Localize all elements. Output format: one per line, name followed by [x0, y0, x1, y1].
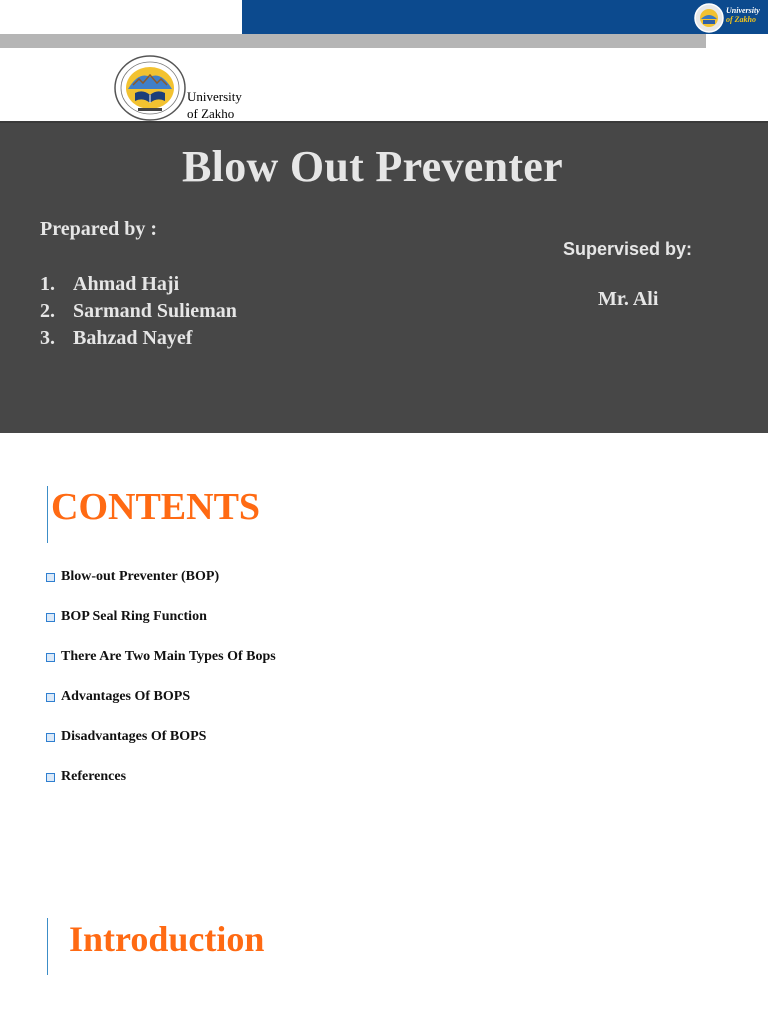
author-name: Sarmand Sulieman: [73, 300, 237, 322]
contents-item: [46, 649, 276, 689]
author-item: [40, 271, 237, 298]
corner-logo-line2: of Zakho: [726, 15, 756, 24]
contents-list: [46, 569, 276, 809]
author-name: Bahzad Nayef: [73, 327, 193, 349]
introduction-title: Introduction: [69, 919, 265, 959]
contents-accent-line: [47, 486, 48, 543]
university-seal-icon: [113, 55, 187, 121]
header-blue-bar: [242, 0, 768, 34]
contents-item-label: BOP Seal Ring Function: [61, 609, 207, 624]
checkbox-bullet-icon: [46, 653, 55, 662]
contents-item-label: Blow-out Preventer (BOP): [61, 569, 220, 584]
title-slide: [0, 0, 768, 433]
author-number: 1.: [40, 273, 55, 295]
university-name-line2: of Zakho: [187, 106, 235, 121]
contents-item: [46, 609, 276, 649]
contents-item-label: There Are Two Main Types Of Bops: [61, 649, 276, 664]
author-number: 3.: [40, 327, 55, 349]
checkbox-bullet-icon: [46, 613, 55, 622]
contents-slide: [0, 433, 768, 873]
corner-logo-text: [726, 6, 760, 24]
university-name: [187, 88, 242, 122]
university-name-line1: University: [187, 89, 242, 104]
contents-item: [46, 689, 276, 729]
checkbox-bullet-icon: [46, 693, 55, 702]
author-item: [40, 325, 237, 352]
contents-item-label: Advantages Of BOPS: [61, 689, 191, 704]
supervisor-name: Mr. Ali: [598, 288, 659, 310]
corner-logo-line1: University: [726, 6, 760, 15]
introduction-accent-line: [47, 918, 48, 975]
checkbox-bullet-icon: [46, 773, 55, 782]
author-name: Ahmad Haji: [73, 273, 180, 295]
supervised-by-label: Supervised by:: [563, 239, 693, 259]
header-gray-bar: [0, 34, 706, 48]
author-number: 2.: [40, 300, 55, 322]
title-panel: [0, 121, 768, 433]
contents-item-label: Disadvantages Of BOPS: [61, 729, 207, 744]
contents-item-label: References: [61, 769, 127, 784]
introduction-slide: [0, 873, 768, 1024]
presentation-title: Blow Out Preventer: [182, 142, 563, 191]
contents-title: CONTENTS: [51, 486, 261, 528]
contents-item: [46, 729, 276, 769]
contents-item: [46, 769, 276, 809]
prepared-by-label: Prepared by :: [40, 218, 158, 240]
author-item: [40, 298, 237, 325]
author-list: [40, 271, 237, 352]
checkbox-bullet-icon: [46, 573, 55, 582]
contents-item: [46, 569, 276, 609]
checkbox-bullet-icon: [46, 733, 55, 742]
